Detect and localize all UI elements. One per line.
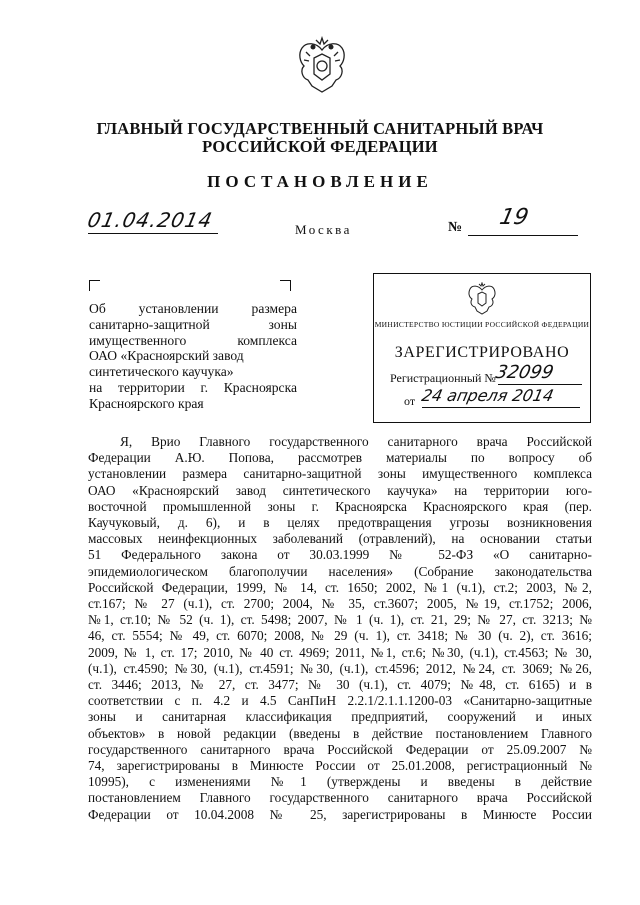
stamp-reg-number: 32099: [493, 362, 556, 383]
number-underline: [468, 235, 578, 236]
body-line: Российской Федерации, 1999, № 14, ст. 1650; 2002, №1 (ч.1), ст.2; 2003, №2,: [88, 579, 592, 595]
body-line: массовых неинфекционных заболеваний (отравлений), на основании статьи: [88, 531, 592, 547]
stamp-from-date: 24 апреля 2014: [419, 386, 556, 405]
body-line: соответствии с п. 4.2 и 4.5 СанПиН 2.2.1/2.1.1.1200-03 «Санитарно-защитные: [88, 693, 592, 709]
body-line: Я, Врио Главного государственного санитарного врача Российской: [120, 434, 592, 449]
body-line: Федерации от 10.04.2008 № 25, зарегистрированы в Минюсте России: [88, 806, 592, 822]
city: Москва: [295, 222, 352, 237]
stamp-reg-label: Регистрационный №: [390, 371, 496, 385]
body-line: 10995), с изменениями №1 (утверждены и введены в действие: [88, 774, 592, 790]
document-date: 01.04.2014: [85, 208, 216, 232]
issuer-title: ГЛАВНЫЙ ГОСУДАРСТВЕННЫЙ САНИТАРНЫЙ ВРАЧ: [96, 119, 544, 138]
subject-line: Красноярского края: [89, 395, 204, 411]
subject-line: Об установлении размера: [89, 301, 297, 316]
body-line: установлении размера санитарно-защитной зоны имущественного комплекса: [88, 466, 592, 482]
subject-bracket-left: [89, 280, 100, 291]
body-line: восточной промышленной зоны г. Красноярска Красноярского края (пер.: [88, 498, 592, 514]
body-line: 2009, № 1, ст. 17; 2010, № 40 ст. 4969; 2011, №1, ст.6; №30, (ч.1), ст.4563; № 30,: [88, 644, 592, 660]
state-emblem-icon: [296, 36, 348, 96]
body-line: 46, ст. 5554; № 49, ст. 6070; 2008, № 29 (ч. 1), ст. 3418; № 30 (ч. 2), ст. 3616;: [88, 628, 592, 644]
body-line: ст.167; № 27 (ч.1), ст. 2700; 2004, № 35, ст.3607; 2005, №19, ст.1752; 2006,: [88, 596, 592, 612]
body-line: 51 Федерального закона от 30.03.1999 № 52-ФЗ «О санитарно-: [88, 547, 592, 563]
body-line: (ч.1), ст.4590; №30, (ч.1), ст.4591; №30, (ч.1), ст.4596; 2012, №24, ст. 3069; №26,: [88, 660, 592, 676]
body-line: №1, ст.10; № 52 (ч. 1), ст. 5498; 2007, № 1 (ч. 1), ст. 21, 29; № 27, ст. 3213; №: [88, 612, 592, 628]
body-line: государственного санитарного врача Российской Федерации от 25.09.2007 №: [88, 741, 592, 757]
subject-line: на территории г. Красноярска: [89, 379, 297, 395]
stamp-emblem-icon: [468, 282, 496, 316]
subject-line: санитарно-защитной зоны: [89, 316, 297, 332]
stamp-ministry: МИНИСТЕРСТВО ЮСТИЦИИ РОССИЙСКОЙ ФЕДЕРАЦИИ: [374, 320, 590, 329]
date-underline: [88, 233, 218, 234]
subject-line: ОАО «Красноярский завод: [89, 348, 244, 364]
body-line: постановлением Главного государственного санитарного врача Российской: [88, 790, 592, 806]
stamp-reg-underline: [498, 384, 582, 385]
body-line: зоны и санитарная классификация предприятий, сооружений и иных: [88, 709, 592, 725]
stamp-from-underline: [422, 407, 580, 408]
body-line: объектов» в новой редакции (введены в действие постановлением Главного: [88, 725, 592, 741]
body-line: эпидемиологическом благополучии населения» (Собрание законодательства: [88, 563, 592, 579]
body-line: ОАО «Красноярский завод синтетического каучука» на территории юго-: [88, 482, 592, 498]
body-line: Каучуковый, д. 6), и в целях предотвращения угрозы возникновения: [88, 515, 592, 531]
stamp-from-label: от: [404, 394, 416, 408]
body-line: ст. 3446; 2013, № 27, ст. 3477; № 30 (ч.1), ст. 4079; №48, ст. 6165) и в: [88, 677, 592, 693]
issuer-title-line2: РОССИЙСКОЙ ФЕДЕРАЦИИ: [202, 137, 438, 156]
subject-line: синтетического каучука»: [89, 364, 234, 380]
stamp-registered: ЗАРЕГИСТРИРОВАНО: [394, 344, 570, 361]
number-label: №: [448, 220, 463, 235]
body-line: 74, зарегистрированы в Минюсте России от 25.01.2008, регистрационный №: [88, 758, 592, 774]
document-number: 19: [497, 205, 531, 230]
registration-stamp: [373, 273, 591, 423]
body-line: Федерации А.Ю. Попова, рассмотрев материалы по вопросу об: [88, 450, 592, 466]
document-subject: [89, 301, 297, 412]
document-body: [88, 434, 592, 823]
document-type: ПОСТАНОВЛЕНИЕ: [207, 172, 433, 191]
subject-line: имущественного комплекса: [89, 332, 297, 348]
subject-bracket-right: [280, 280, 291, 291]
